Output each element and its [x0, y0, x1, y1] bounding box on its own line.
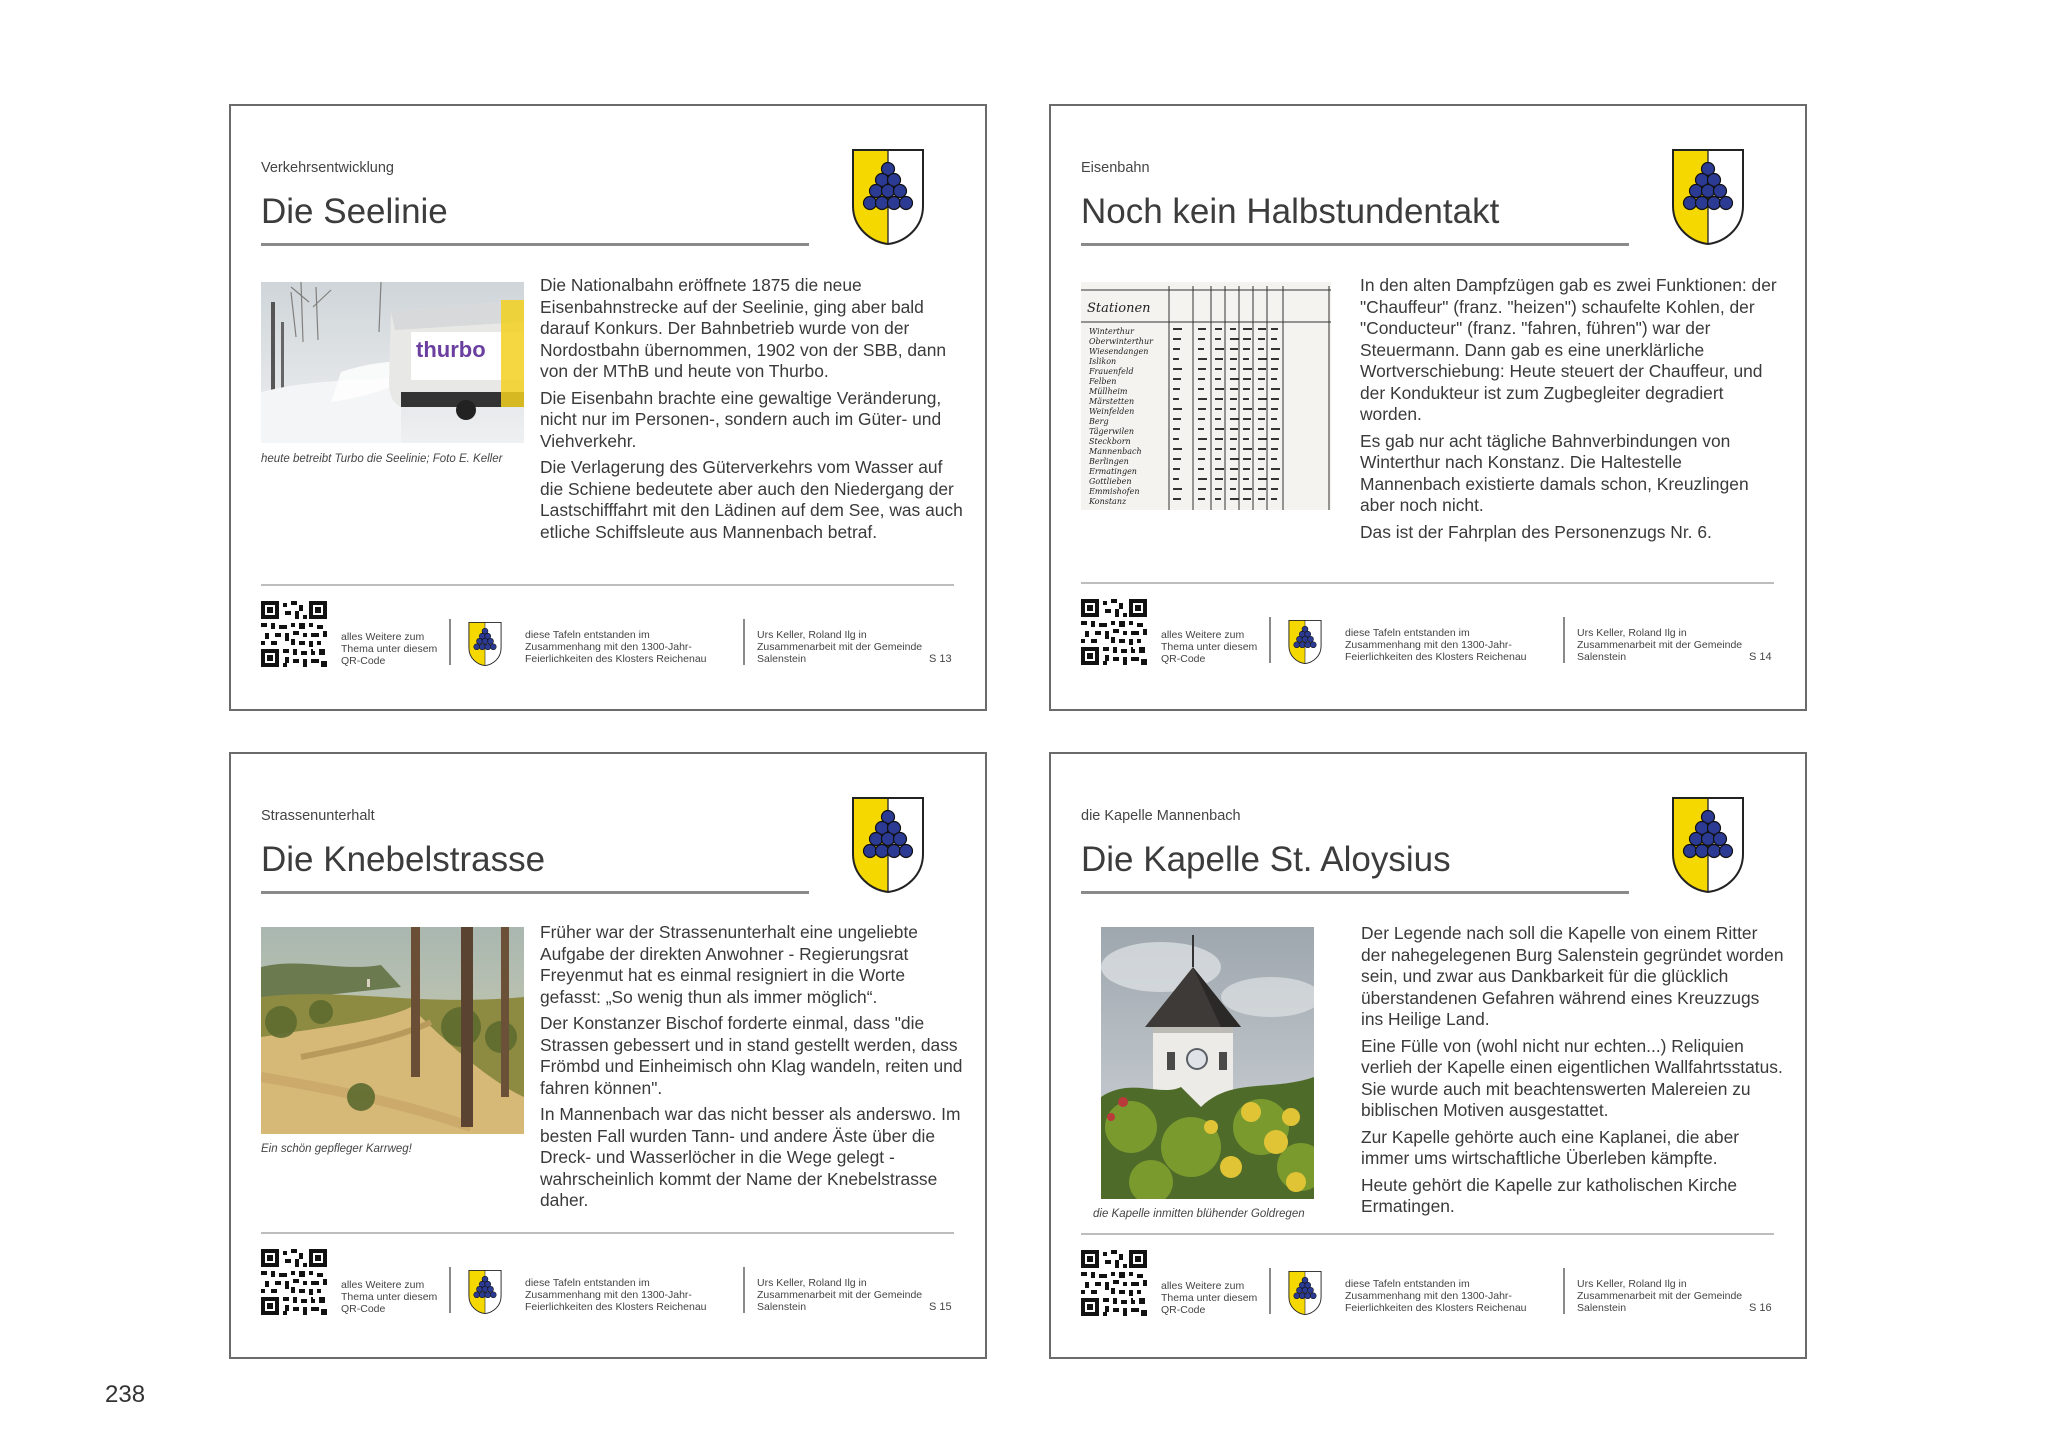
- card-footer: [261, 1249, 961, 1319]
- thurbo-logo: thurbo: [416, 337, 486, 362]
- timetable-entry-mark: [1198, 408, 1206, 410]
- timetable-entry-mark: [1198, 388, 1204, 390]
- footer-note: diese Tafeln entstanden im Zusammenhang mit den 1300-Jahr-Feierlichkeiten des Klosters Reichenau: [1345, 627, 1527, 663]
- timetable-entry-mark: [1173, 478, 1179, 480]
- card-body: [1360, 275, 1784, 548]
- timetable-entry-mark: [1198, 458, 1205, 460]
- timetable-station: Weinfelden: [1089, 407, 1135, 416]
- footer-rule: [261, 1232, 954, 1234]
- card-body: [1361, 923, 1785, 1223]
- timetable-entry-mark: [1215, 388, 1224, 390]
- timetable-entry-mark: [1271, 398, 1279, 400]
- timetable-entry-mark: [1198, 418, 1205, 420]
- timetable-entry-mark: [1215, 488, 1222, 490]
- qr-code-icon[interactable]: [1081, 599, 1147, 665]
- timetable-entry-mark: [1258, 458, 1265, 460]
- timetable-entry-mark: [1230, 488, 1236, 490]
- timetable-entry-mark: [1258, 338, 1265, 340]
- timetable-entry-mark: [1271, 378, 1277, 380]
- timetable-station: Oberwinterthur: [1089, 337, 1153, 346]
- title-rule: [261, 891, 809, 894]
- timetable-entry-mark: [1258, 368, 1266, 370]
- timetable-station: Felben: [1089, 377, 1117, 386]
- timetable-entry-mark: [1215, 398, 1223, 400]
- timetable-entry-mark: [1271, 478, 1279, 480]
- timetable-station: Steckborn: [1089, 437, 1131, 446]
- timetable-station: Märstetten: [1089, 397, 1135, 406]
- footer-divider: [449, 619, 451, 665]
- timetable-entry-mark: [1173, 408, 1182, 410]
- timetable-entry-mark: [1198, 438, 1207, 440]
- timetable-entry-mark: [1198, 428, 1204, 430]
- timetable-entry-mark: [1258, 468, 1264, 470]
- footer-rule: [261, 584, 954, 586]
- body-paragraph: In Mannenbach war das nicht besser als anderswo. Im besten Fall wurden Tann- und andere Äste über die Dreck- und Wasserlöcher in die Wege gelegt - wahrscheinlich kommt der Name der Knebelstrasse daher.: [540, 1104, 961, 1210]
- timetable-entry-mark: [1258, 328, 1266, 330]
- timetable-entry-mark: [1173, 338, 1181, 340]
- qr-hint: alles Weitere zum Thema unter diesem QR-Code: [341, 631, 438, 667]
- page-number: 238: [105, 1381, 146, 1408]
- salenstein-crest-small-icon: [468, 1269, 502, 1315]
- timetable-entry-mark: [1243, 498, 1251, 500]
- card-body: [540, 275, 964, 548]
- footer-divider: [1563, 617, 1565, 663]
- timetable-entry-mark: [1198, 378, 1205, 380]
- photo-caption: Ein schön gepfleger Karrweg!: [261, 1143, 412, 1155]
- timetable-entry-mark: [1230, 388, 1238, 390]
- card-footer: [261, 601, 961, 671]
- timetable-entry-mark: [1215, 468, 1224, 470]
- body-paragraph: Es gab nur acht tägliche Bahnverbindungen von Winterthur nach Konstanz. Die Haltestelle Mannenbach existierte damals schon, Kreuzlingen aber noch nicht.: [1360, 430, 1749, 515]
- title-rule: [261, 243, 809, 246]
- timetable-entry-mark: [1271, 388, 1280, 390]
- timetable-entry-mark: [1243, 398, 1249, 400]
- timetable-entry-mark: [1271, 488, 1278, 490]
- card-title: Die Knebelstrasse: [261, 840, 546, 879]
- timetable-entry-mark: [1258, 348, 1264, 350]
- card-footer: [1081, 599, 1781, 669]
- timetable-entry-mark: [1173, 388, 1180, 390]
- timetable-entry-mark: [1243, 478, 1249, 480]
- timetable-entry-mark: [1215, 438, 1223, 440]
- body-paragraph: Der Konstanzer Bischof forderte einmal, dass "die Strassen gebessert und in stand gestellt werden, dass Frömbd und Einheimisch ohn Klag wandeln, reiten und fahren können".: [540, 1013, 963, 1098]
- timetable-entry-mark: [1243, 368, 1252, 370]
- footer-divider: [1269, 617, 1271, 663]
- body-paragraph: Zur Kapelle gehörte auch eine Kaplanei, die aber immer ums wirtschaftliche Überleben kämpfte.: [1361, 1126, 1740, 1168]
- info-card-kapelle: [1049, 752, 1807, 1359]
- timetable-entry-mark: [1243, 488, 1252, 490]
- timetable-entry-mark: [1198, 338, 1205, 340]
- salenstein-crest-small-icon: [1288, 619, 1322, 665]
- footer-rule: [1081, 1233, 1774, 1235]
- timetable-station: Ermatingen: [1089, 467, 1137, 476]
- body-paragraph: Der Legende nach soll die Kapelle von einem Ritter der nahegelegenen Burg Salenstein gegründet worden sein, und zwar aus Dankbarkeit für die glücklich überstandenen Gefahren während eines Kreuzzugs ins Heilige Land.: [1361, 923, 1784, 1029]
- timetable-entry-mark: [1271, 468, 1280, 470]
- timetable-entry-mark: [1230, 408, 1236, 410]
- panel-number: S 14: [1749, 651, 1772, 663]
- timetable-entry-mark: [1258, 388, 1264, 390]
- timetable-entry-mark: [1230, 458, 1239, 460]
- title-rule: [1081, 243, 1629, 246]
- timetable-entry-mark: [1230, 358, 1237, 360]
- timetable-entry-mark: [1230, 478, 1237, 480]
- timetable-entry-mark: [1173, 458, 1181, 460]
- timetable-station: Tägerwilen: [1089, 427, 1135, 436]
- timetable-entry-mark: [1215, 368, 1222, 370]
- title-rule: [1081, 891, 1629, 894]
- card-kicker: Verkehrsentwicklung: [261, 160, 394, 176]
- salenstein-crest-icon: [1671, 148, 1745, 246]
- timetable-station: Wiesendangen: [1089, 347, 1149, 356]
- body-paragraph: Die Verlagerung des Güterverkehrs vom Wasser auf die Schiene bedeutete aber auch den Niedergang der Lastschifffahrt mit den Lädinen auf dem See, was auch etliche Schiffsleute aus Mannenbach betraf.: [540, 457, 963, 542]
- timetable-entry-mark: [1271, 458, 1277, 460]
- qr-hint: alles Weitere zum Thema unter diesem QR-Code: [341, 1279, 438, 1315]
- footer-credits: Urs Keller, Roland Ilg in Zusammenarbeit mit der Gemeinde Salenstein: [757, 629, 923, 665]
- timetable-entry-mark: [1198, 498, 1205, 500]
- info-card-knebelstrasse: [229, 752, 987, 1359]
- timetable-station: Müllheim: [1089, 387, 1128, 396]
- timetable-entry-mark: [1271, 498, 1277, 500]
- body-paragraph: Früher war der Strassenunterhalt eine ungeliebte Aufgabe der direkten Anwohner - Regierungsrat Freyenmut hat es einmal resigniert in die Worte gefasst: „So wenig thun als immer möglich“.: [540, 922, 918, 1007]
- timetable-entry-mark: [1215, 428, 1224, 430]
- timetable-entry-mark: [1215, 358, 1223, 360]
- qr-code-icon[interactable]: [261, 1249, 327, 1315]
- timetable-entry-mark: [1230, 448, 1236, 450]
- timetable-station: Konstanz: [1089, 497, 1127, 506]
- photo-thurbo-train: [261, 282, 524, 443]
- footer-divider: [1269, 1268, 1271, 1314]
- timetable-entry-mark: [1230, 328, 1236, 330]
- timetable-entry-mark: [1243, 438, 1249, 440]
- timetable-entry-mark: [1215, 478, 1223, 480]
- timetable-entry-mark: [1258, 408, 1266, 410]
- timetable-entry-mark: [1271, 338, 1277, 340]
- timetable-entry-mark: [1173, 438, 1179, 440]
- timetable-entry-mark: [1243, 408, 1252, 410]
- timetable-station: Islikon: [1089, 357, 1117, 366]
- timetable-entry-mark: [1215, 408, 1222, 410]
- timetable-entry-mark: [1215, 338, 1221, 340]
- body-paragraph: Die Nationalbahn eröffnete 1875 die neue Eisenbahnstrecke auf der Seelinie, ging aber bald darauf Konkurs. Der Bahnbetrieb wurde von der Nordostbahn übernommen, 1902 von der SBB, dann von der MThB und heute von Thurbo.: [540, 275, 947, 381]
- timetable-entry-mark: [1173, 498, 1181, 500]
- timetable-entry-mark: [1230, 468, 1238, 470]
- card-kicker: Eisenbahn: [1081, 160, 1150, 176]
- timetable-entry-mark: [1173, 418, 1181, 420]
- body-paragraph: Das ist der Fahrplan des Personenzugs Nr. 6.: [1360, 521, 1712, 542]
- timetable-entry-mark: [1258, 498, 1265, 500]
- timetable-entry-mark: [1271, 408, 1278, 410]
- timetable-entry-mark: [1173, 428, 1180, 430]
- footer-credits: Urs Keller, Roland Ilg in Zusammenarbeit mit der Gemeinde Salenstein: [1577, 1278, 1743, 1314]
- timetable-entry-mark: [1243, 448, 1252, 450]
- card-kicker: Strassenunterhalt: [261, 808, 375, 824]
- timetable-entry-mark: [1258, 358, 1267, 360]
- timetable-entry-mark: [1198, 328, 1206, 330]
- timetable-entry-mark: [1215, 328, 1222, 330]
- timetable-entry-mark: [1271, 368, 1278, 370]
- timetable-station: Gottlieben: [1089, 477, 1132, 486]
- timetable-entry-mark: [1258, 398, 1267, 400]
- timetable-station: Winterthur: [1089, 327, 1134, 336]
- timetable-entry-mark: [1215, 418, 1221, 420]
- timetable-entry-mark: [1198, 468, 1204, 470]
- timetable-entry-mark: [1230, 338, 1239, 340]
- timetable-entry-mark: [1258, 418, 1265, 420]
- footer-rule: [1081, 582, 1774, 584]
- timetable-entry-mark: [1258, 488, 1266, 490]
- timetable-entry-mark: [1230, 418, 1239, 420]
- timetable-entry-mark: [1243, 458, 1251, 460]
- timetable-entry-mark: [1173, 348, 1180, 350]
- timetable-scan: [1081, 282, 1331, 510]
- body-paragraph: Eine Fülle von (wohl nicht nur echten...) Reliquien verlieh der Kapelle einen eigentlichen Wallfahrtsstatus. Sie wurde auch mit beachtenswerten Malereien zu biblischen Motiven ausgestattet.: [1361, 1035, 1783, 1120]
- photo-kapelle: [1101, 927, 1314, 1199]
- timetable-entry-mark: [1271, 428, 1280, 430]
- timetable-entry-mark: [1258, 478, 1267, 480]
- footer-credits: Urs Keller, Roland Ilg in Zusammenarbeit mit der Gemeinde Salenstein: [1577, 627, 1743, 663]
- footer-note: diese Tafeln entstanden im Zusammenhang mit den 1300-Jahr-Feierlichkeiten des Klosters Reichenau: [1345, 1278, 1527, 1314]
- timetable-station: Emmishofen: [1089, 487, 1140, 496]
- card-title: Die Seelinie: [261, 192, 448, 231]
- timetable-entry-mark: [1198, 478, 1207, 480]
- timetable-entry-mark: [1258, 448, 1266, 450]
- timetable-entry-mark: [1230, 498, 1239, 500]
- timetable-entry-mark: [1243, 338, 1251, 340]
- timetable-entry-mark: [1173, 328, 1182, 330]
- qr-code-icon[interactable]: [261, 601, 327, 667]
- body-paragraph: In den alten Dampfzügen gab es zwei Funktionen: der "Chauffeur" (franz. "heizen") schaufelte Kohlen, der "Conducteur" (franz. "fahren, führen") war der Steuermann. Dann gab es eine unerklärliche Wortverschiebung: Heute steuert der Chauffeur, und der Kondukteur ist zum Zugbegleiter degradiert worden.: [1360, 275, 1777, 424]
- card-kicker: die Kapelle Mannenbach: [1081, 808, 1241, 824]
- card-body: [540, 922, 964, 1217]
- timetable-entry-mark: [1173, 448, 1182, 450]
- panel-number: S 13: [929, 653, 952, 665]
- timetable-entry-mark: [1198, 358, 1207, 360]
- painting-karrweg: [261, 927, 524, 1134]
- card-footer: [1081, 1250, 1781, 1320]
- body-paragraph: Die Eisenbahn brachte eine gewaltige Veränderung, nicht nur im Personen-, sondern auch im Güter- und Viehverkehr.: [540, 387, 942, 451]
- timetable-entry-mark: [1173, 378, 1181, 380]
- timetable-entry-mark: [1258, 428, 1264, 430]
- body-paragraph: Heute gehört die Kapelle zur katholischen Kirche Ermatingen.: [1361, 1174, 1738, 1216]
- timetable-entry-mark: [1230, 378, 1239, 380]
- timetable-entry-mark: [1271, 438, 1279, 440]
- timetable-entry-mark: [1173, 398, 1179, 400]
- info-card-seelinie: [229, 104, 987, 711]
- panel-number: S 15: [929, 1301, 952, 1313]
- qr-hint: alles Weitere zum Thema unter diesem QR-Code: [1161, 1280, 1258, 1316]
- timetable-entry-mark: [1243, 418, 1251, 420]
- timetable-entry-mark: [1258, 378, 1265, 380]
- timetable-entry-mark: [1243, 468, 1250, 470]
- timetable-entry-mark: [1230, 368, 1236, 370]
- timetable-station: Mannenbach: [1089, 447, 1142, 456]
- salenstein-crest-small-icon: [1288, 1270, 1322, 1316]
- timetable-entry-mark: [1230, 348, 1238, 350]
- panel-number: S 16: [1749, 1302, 1772, 1314]
- timetable-entry-mark: [1173, 368, 1182, 370]
- salenstein-crest-icon: [851, 796, 925, 894]
- timetable-entry-mark: [1215, 498, 1221, 500]
- timetable-entry-mark: [1271, 448, 1278, 450]
- timetable-entry-mark: [1198, 448, 1206, 450]
- timetable-entry-mark: [1243, 348, 1250, 350]
- footer-divider: [743, 619, 745, 665]
- timetable-entry-mark: [1243, 328, 1252, 330]
- timetable-entry-mark: [1243, 358, 1249, 360]
- timetable-header: Stationen: [1087, 301, 1151, 316]
- photo-caption: die Kapelle inmitten blühender Goldregen: [1093, 1208, 1305, 1220]
- timetable-entry-mark: [1198, 398, 1207, 400]
- timetable-entry-mark: [1198, 348, 1204, 350]
- timetable-entry-mark: [1215, 448, 1222, 450]
- timetable-entry-mark: [1215, 348, 1224, 350]
- timetable-entry-mark: [1271, 418, 1277, 420]
- footer-divider: [743, 1267, 745, 1313]
- timetable-entry-mark: [1230, 438, 1237, 440]
- photo-caption: heute betreibt Turbo die Seelinie; Foto E. Keller: [261, 453, 503, 465]
- timetable-entry-mark: [1198, 368, 1206, 370]
- timetable-entry-mark: [1243, 378, 1251, 380]
- timetable-station: Berg: [1089, 417, 1109, 426]
- timetable-entry-mark: [1173, 488, 1182, 490]
- timetable-entry-mark: [1173, 468, 1180, 470]
- info-card-halbstundentakt: [1049, 104, 1807, 711]
- timetable-entry-mark: [1271, 358, 1279, 360]
- timetable-station: Frauenfeld: [1089, 367, 1134, 376]
- timetable-entry-mark: [1243, 428, 1250, 430]
- footer-note: diese Tafeln entstanden im Zusammenhang mit den 1300-Jahr-Feierlichkeiten des Klosters Reichenau: [525, 1277, 707, 1313]
- timetable-entry-mark: [1173, 358, 1179, 360]
- footer-note: diese Tafeln entstanden im Zusammenhang mit den 1300-Jahr-Feierlichkeiten des Klosters Reichenau: [525, 629, 707, 665]
- timetable-entry-mark: [1271, 348, 1280, 350]
- footer-divider: [1563, 1268, 1565, 1314]
- timetable-entry-mark: [1215, 458, 1221, 460]
- salenstein-crest-icon: [851, 148, 925, 246]
- timetable-entry-mark: [1230, 398, 1237, 400]
- salenstein-crest-small-icon: [468, 621, 502, 667]
- card-title: Noch kein Halbstundentakt: [1081, 192, 1500, 231]
- timetable-entry-mark: [1230, 428, 1238, 430]
- timetable-entry-mark: [1243, 388, 1250, 390]
- salenstein-crest-icon: [1671, 796, 1745, 894]
- qr-hint: alles Weitere zum Thema unter diesem QR-Code: [1161, 629, 1258, 665]
- timetable-entry-mark: [1258, 438, 1267, 440]
- footer-credits: Urs Keller, Roland Ilg in Zusammenarbeit mit der Gemeinde Salenstein: [757, 1277, 923, 1313]
- footer-divider: [449, 1267, 451, 1313]
- card-title: Die Kapelle St. Aloysius: [1081, 840, 1451, 879]
- timetable-station: Berlingen: [1089, 457, 1129, 466]
- timetable-entry-mark: [1215, 378, 1221, 380]
- timetable-entry-mark: [1271, 328, 1278, 330]
- timetable-entry-mark: [1198, 488, 1206, 490]
- qr-code-icon[interactable]: [1081, 1250, 1147, 1316]
